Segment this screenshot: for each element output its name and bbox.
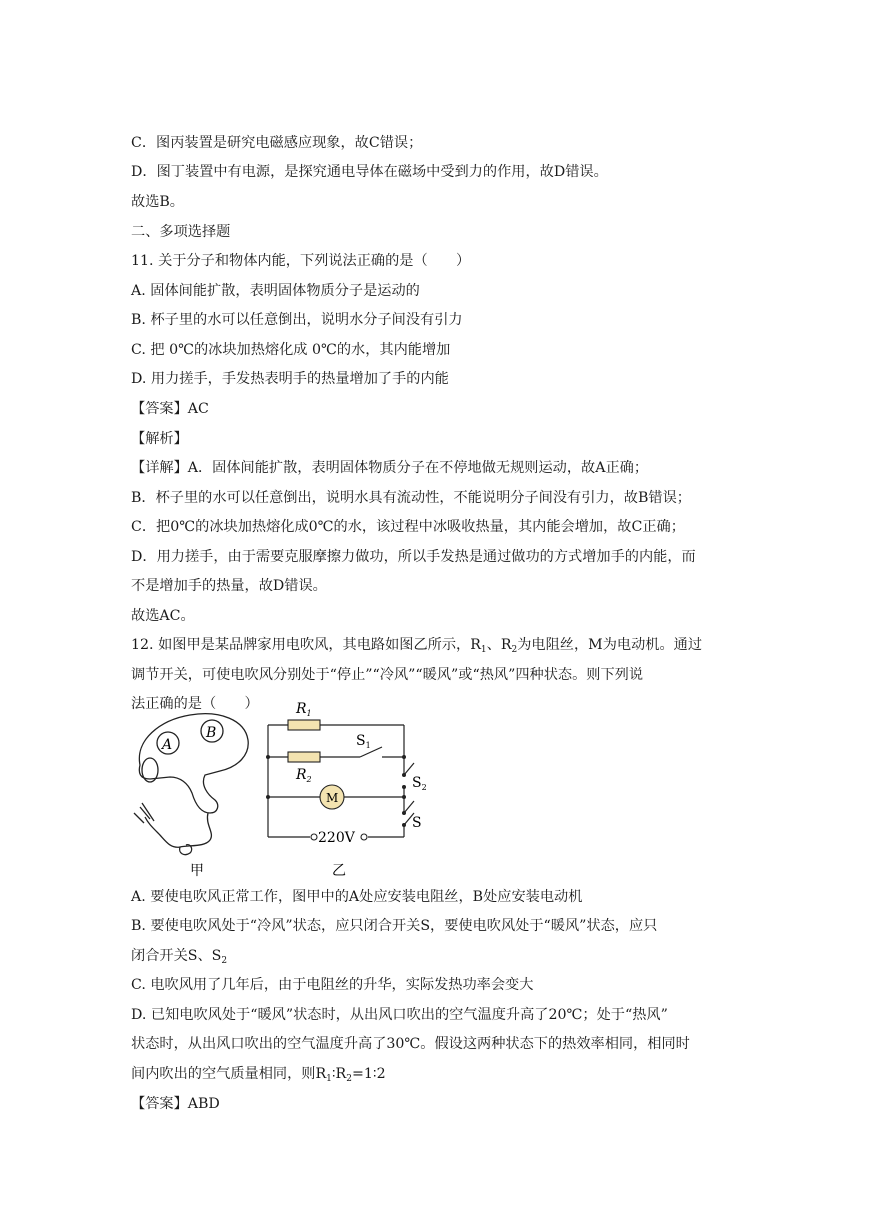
- option-d-cont: 状态时，从出风口吹出的空气温度升高了30℃。假设这两种状态下的热效率相同，相同时: [131, 1036, 690, 1052]
- detail-line: 不是增加手的热量，故D错误。: [131, 578, 327, 594]
- question-stem: 12. 如图甲是某品牌家用电吹风，其电路如图乙所示，$R_1$、$R_2$为电阻丝，M为电动机。通过: [131, 637, 703, 655]
- option-d: D. 已知电吹风处于“暖风”状态时，从出风口吹出的空气温度升高了20℃；处于“热风”: [131, 1007, 668, 1023]
- caption-yi: 乙: [332, 863, 346, 879]
- analysis-heading: 【解析】: [131, 431, 188, 447]
- question-stem: 11. 关于分子和物体内能，下列说法正确的是（ ）: [131, 253, 471, 269]
- option-b: B. 杯子里的水可以任意倒出，说明水分子间没有引力: [131, 312, 463, 328]
- option-c: C. 电吹风用了几年后，由于电阻丝的升华，实际发热功率会变大: [131, 977, 534, 993]
- label-s1: $S_1$: [356, 733, 371, 750]
- option-c: C. 把 0℃的冰块加热熔化成 0℃的水，其内能增加: [131, 342, 451, 358]
- detail-line: D．用力搓手，由于需要克服摩擦力做功，所以手发热是通过做功的方式增加手的内能，而: [131, 549, 696, 565]
- label-r1: $R_1$: [296, 701, 312, 718]
- answer: 【答案】AC: [131, 401, 209, 417]
- answer: 【答案】ABD: [131, 1096, 220, 1112]
- hairdryer-drawing: [134, 714, 248, 855]
- label-b: B: [206, 725, 217, 741]
- label-a: A: [162, 737, 173, 753]
- question-stem: 调节开关，可使电吹风分别处于“停止”“冷风”“暖风”或“热风”四种状态。则下列说: [131, 667, 644, 683]
- option-a: A. 固体间能扩散，表明固体物质分子是运动的: [131, 283, 420, 299]
- option-b: B. 要使电吹风处于“冷风”状态，应只闭合开关S，要使电吹风处于“暖风”状态，应只: [131, 918, 658, 934]
- section-title: 二、多项选择题: [131, 224, 231, 240]
- option-b-cont: 闭合开关S、$S_2$: [131, 948, 228, 966]
- label-source: 220V: [318, 830, 355, 846]
- caption-jia: 甲: [190, 863, 204, 879]
- resistor-r1: [288, 720, 320, 730]
- question-stem: 法正确的是（ ）: [131, 696, 259, 712]
- detail-line: B．杯子里的水可以任意倒出，说明水具有流动性，不能说明分子间没有引力，故B错误；: [131, 490, 691, 506]
- detail-line: C．把0℃的冰块加热熔化成0℃的水，该过程中冰吸收热量，其内能会增加，故C正确；: [131, 519, 685, 535]
- label-r2: $R_2$: [296, 767, 312, 784]
- label-s2: $S_2$: [412, 775, 427, 792]
- text-line: C．图丙装置是研究电磁感应现象，故C错误；: [131, 135, 423, 151]
- text-line: D．图丁装置中有电源，是探究通电导体在磁场中受到力的作用，故D错误。: [131, 164, 608, 180]
- label-s: S: [412, 815, 422, 831]
- choose-line: 故选AC。: [131, 608, 195, 624]
- option-d: D. 用力搓手，手发热表明手的热量增加了手的内能: [131, 371, 449, 387]
- resistor-r2: [288, 752, 320, 762]
- hairdryer-circuit-figure: [120, 695, 427, 885]
- text-line: 故选B。: [131, 194, 184, 210]
- label-m: M: [326, 791, 339, 805]
- option-a: A. 要使电吹风正常工作，图甲中的A处应安装电阻丝，B处应安装电动机: [131, 889, 583, 905]
- option-d-cont: 间内吹出的空气质量相同，则$R_1∶R_2=1∶2$: [131, 1066, 386, 1084]
- circuit-wires: [268, 725, 414, 837]
- detail-line: 【详解】A．固体间能扩散，表明固体物质分子在不停地做无规则运动，故A正确；: [131, 460, 649, 476]
